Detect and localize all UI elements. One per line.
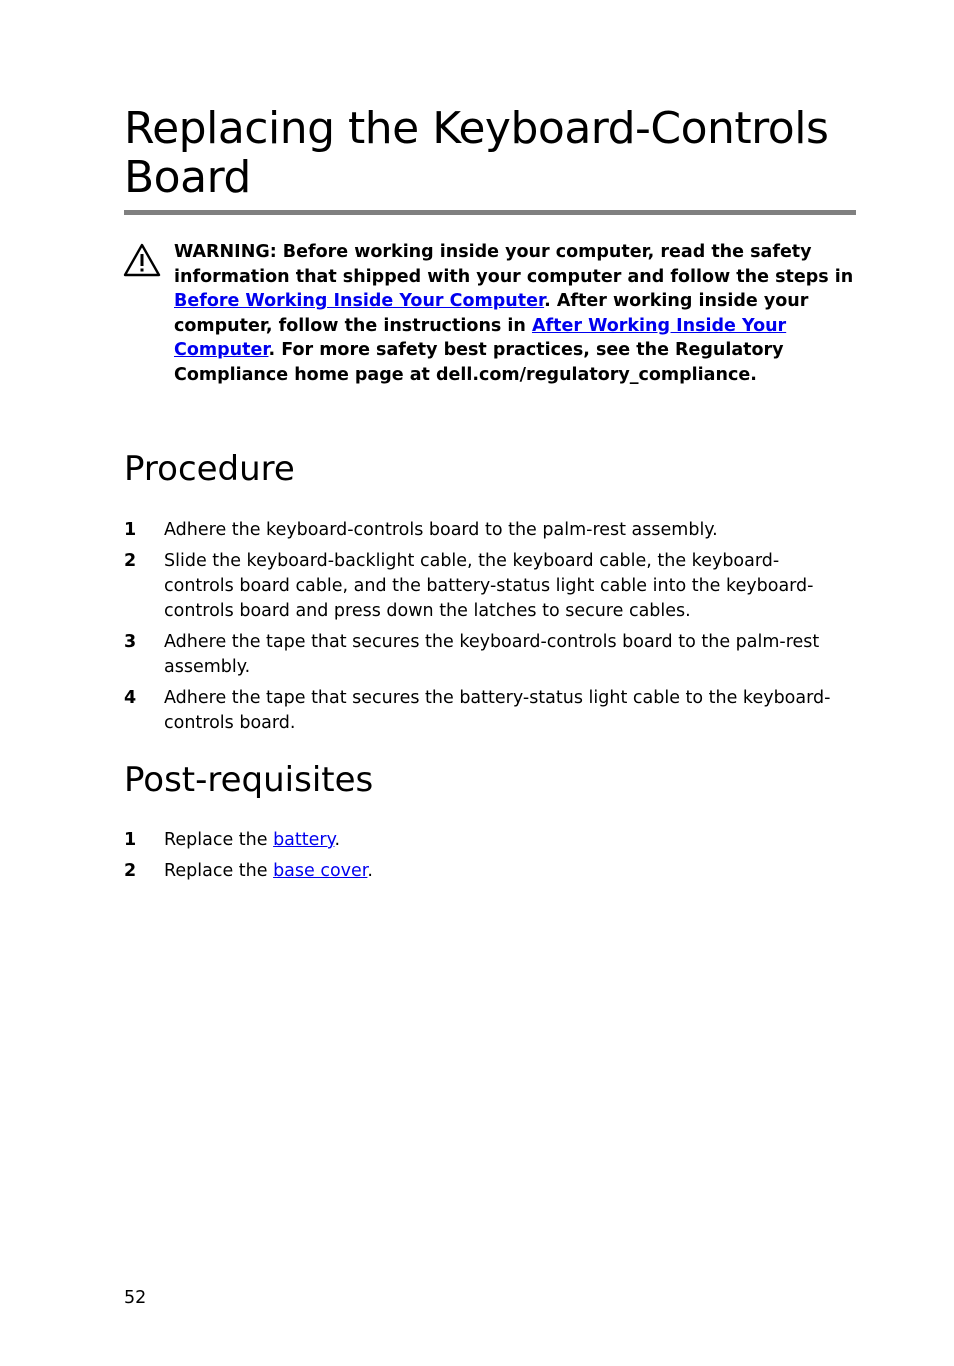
step-text-prefix: Replace the: [164, 861, 274, 882]
after-working-link[interactable]: After Working Inside Your Computer: [174, 315, 787, 361]
title-divider: [124, 210, 856, 215]
warning-text-suffix: . For more safety best practices, see the Regulatory Compliance home page at dell.com/regulatory_compliance.: [174, 340, 784, 385]
step-text: Adhere the tape that secures the keyboard-controls board to the palm-rest assembly.: [164, 631, 820, 677]
warning-text-middle: . After working inside your computer, follow the instructions in: [174, 291, 809, 336]
step-text-prefix: Replace the: [164, 830, 274, 850]
step-number: 2: [124, 551, 137, 572]
list-item: [124, 630, 844, 679]
step-number: 2: [124, 861, 137, 882]
list-item: [124, 518, 844, 543]
step-number: 4: [124, 687, 137, 708]
postrequisites-steps: [124, 828, 844, 891]
warning-triangle-icon: [123, 243, 161, 277]
procedure-steps: [124, 518, 844, 742]
list-item: [124, 549, 844, 623]
step-text-suffix: .: [334, 830, 341, 850]
step-number: 1: [124, 520, 137, 540]
page-title: Replacing the Keyboard-Controls Board: [124, 103, 829, 203]
step-number: 1: [124, 830, 137, 850]
postrequisites-heading: Post-requisites: [124, 760, 374, 800]
procedure-heading: Procedure: [124, 449, 295, 489]
step-number: 3: [124, 631, 137, 652]
list-item: [124, 828, 844, 853]
before-working-link[interactable]: Before Working Inside Your Computer: [174, 291, 545, 312]
list-item: [124, 686, 844, 735]
base-cover-link[interactable]: base cover: [273, 861, 368, 882]
list-item: [124, 859, 844, 884]
step-text-suffix: .: [367, 861, 373, 882]
warning-text-prefix: WARNING: Before working inside your computer, read the safety information that shipped with your computer and follow the steps in: [174, 242, 854, 287]
step-text: Slide the keyboard-backlight cable, the keyboard cable, the keyboard-controls board cable, and the battery-status light cable into the keyboard-controls board and press down the latches to secure cables.: [164, 551, 814, 621]
step-text: Adhere the tape that secures the battery-status light cable to the keyboard-controls board.: [164, 687, 831, 733]
page-number: 52: [124, 1288, 147, 1308]
warning-notice: [174, 240, 854, 388]
step-text: Adhere the keyboard-controls board to the palm-rest assembly.: [164, 520, 718, 540]
battery-link[interactable]: battery: [273, 830, 335, 850]
